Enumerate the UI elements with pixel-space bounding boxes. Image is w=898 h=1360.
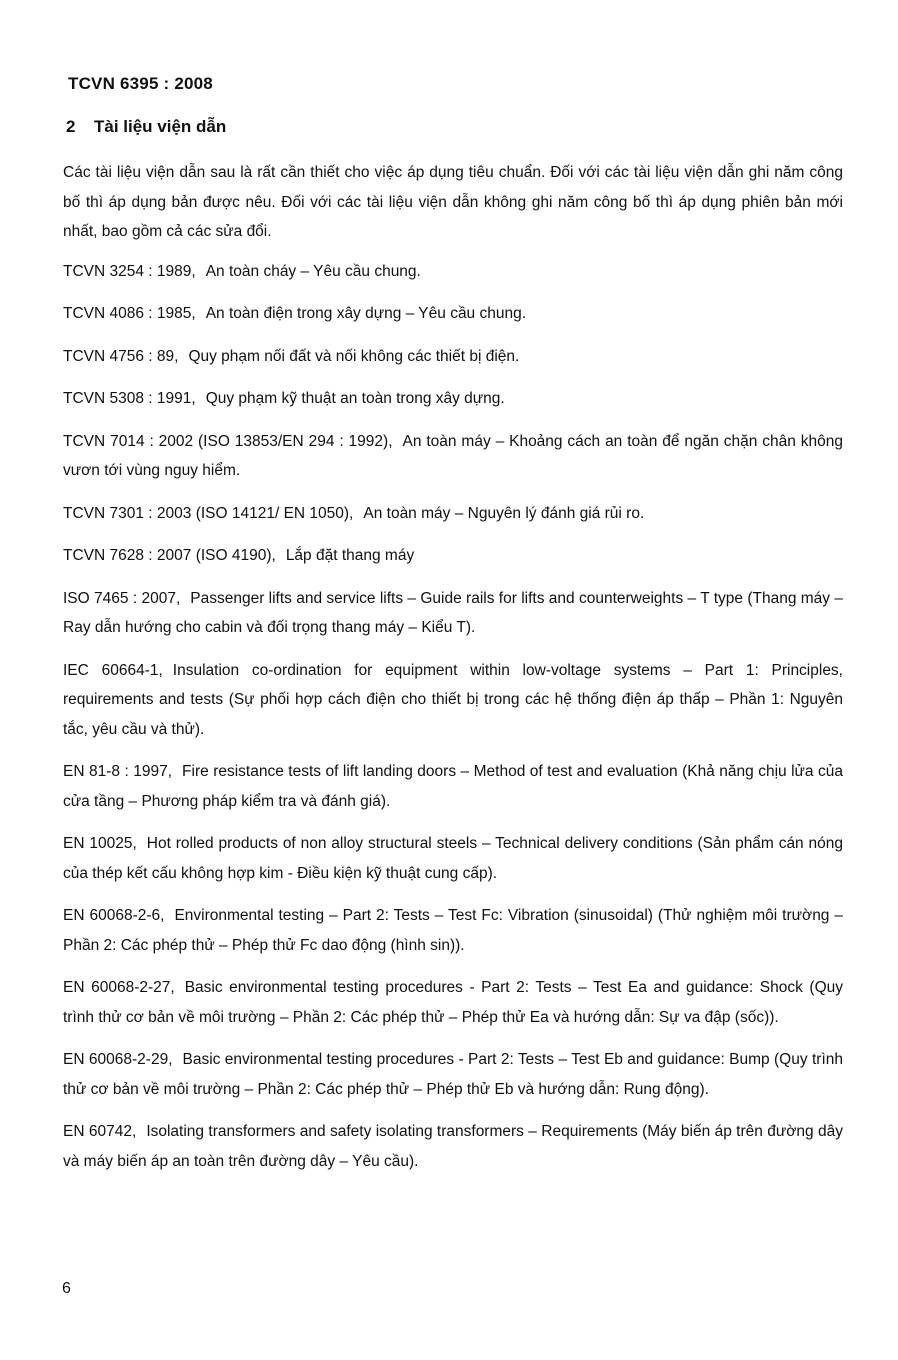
reference-code: TCVN 4086 : 1985, xyxy=(63,305,196,322)
reference-code: TCVN 7301 : 2003 (ISO 14121/ EN 1050), xyxy=(63,504,354,522)
reference-code: EN 60068-2-29, xyxy=(63,1051,173,1068)
reference-code: EN 60068-2-27, xyxy=(63,979,175,996)
standard-id-header: TCVN 6395 : 2008 xyxy=(68,74,213,93)
reference-title: An toàn cháy – Yêu cầu chung. xyxy=(205,262,421,280)
reference-title: Fire resistance tests of lift landing doors – Method of test and evaluation (Khả năng chịu lửa của cửa tầng – Phương pháp kiểm tra và đánh giá). xyxy=(63,763,844,810)
section-title: Tài liệu viện dẫn xyxy=(94,117,227,136)
reference-item xyxy=(63,1045,843,1104)
reference-item xyxy=(63,973,843,1032)
reference-title: Hot rolled products of non alloy structural steels – Technical delivery conditions (Sản phẩm cán nóng của thép kết cấu không hợp kim - Điều kiện kỹ thuật cung cấp). xyxy=(63,835,844,882)
reference-item xyxy=(63,829,843,888)
reference-item xyxy=(63,541,843,571)
reference-code: EN 60742, xyxy=(63,1123,137,1140)
reference-item xyxy=(63,299,843,329)
intro-paragraph: Các tài liệu viện dẫn sau là rất cần thiết cho việc áp dụng tiêu chuẩn. Đối với các tài liệu viện dẫn ghi năm công bố thì áp dụng bản được nêu. Đối với các tài liệu viện dẫn không ghi năm công bố thì áp dụng phiên bản mới nhất, bao gồm cả các sửa đổi. xyxy=(63,164,843,240)
reference-title: An toàn điện trong xây dựng – Yêu cầu chung. xyxy=(205,305,527,322)
reference-code: ISO 7465 : 2007, xyxy=(63,589,181,607)
reference-code: EN 81-8 : 1997, xyxy=(63,763,173,780)
reference-code: TCVN 5308 : 1991, xyxy=(63,390,196,407)
reference-code: TCVN 4756 : 89, xyxy=(63,347,179,365)
reference-item xyxy=(63,584,843,643)
section-number: 2 xyxy=(66,117,76,136)
reference-title: An toàn máy – Khoảng cách an toàn để ngăn chặn chân không vươn tới vùng nguy hiểm. xyxy=(63,432,843,479)
reference-item xyxy=(63,656,843,745)
reference-title: Quy phạm nối đất và nối không các thiết bị điện. xyxy=(188,347,520,365)
reference-title: Quy phạm kỹ thuật an toàn trong xây dựng. xyxy=(205,390,505,407)
reference-title: Insulation co-ordination for equipment within low-voltage systems – Part 1: Principles, requirements and tests (Sự phối hợp cách điện cho thiết bị trong các hệ thống điện áp thấp – Phần 1: Nguyên tắc, yêu cầu và thử). xyxy=(63,661,843,738)
reference-code: IEC 60664-1, xyxy=(63,661,163,679)
reference-code: TCVN 7628 : 2007 (ISO 4190), xyxy=(63,547,276,564)
page-number: 6 xyxy=(62,1280,71,1297)
reference-title: Environmental testing – Part 2: Tests – Test Fc: Vibration (sinusoidal) (Thử nghiệm môi trường – Phần 2: Các phép thử – Phép thử Fc dao động (hình sin)). xyxy=(63,907,843,954)
section-heading xyxy=(66,117,226,137)
reference-item xyxy=(63,757,843,816)
reference-title: Passenger lifts and service lifts – Guide rails for lifts and counterweights – T type (Thang máy – Ray dẫn hướng cho cabin và đối trọng thang máy – Kiểu T). xyxy=(63,589,843,636)
references-body xyxy=(63,158,843,1189)
reference-title: Basic environmental testing procedures - Part 2: Tests – Test Ea and guidance: Shock (Quy trình thử cơ bản về môi trường – Phần 2: Các phép thử – Phép thử Ea và hướng dẫn: Sự va đập (sốc)). xyxy=(63,979,844,1026)
reference-item xyxy=(63,499,843,529)
reference-code: TCVN 7014 : 2002 (ISO 13853/EN 294 : 1992), xyxy=(63,432,393,450)
reference-title: Isolating transformers and safety isolating transformers – Requirements (Máy biến áp trên đường dây và máy biến áp an toàn trên đường dây – Yêu cầu). xyxy=(63,1123,844,1170)
reference-item xyxy=(63,901,843,960)
reference-title: Basic environmental testing procedures - Part 2: Tests – Test Eb and guidance: Bump (Quy trình thử cơ bản về môi trường – Phần 2: Các phép thử – Phép thử Eb và hướng dẫn: Rung động). xyxy=(63,1051,843,1098)
reference-code: EN 60068-2-6, xyxy=(63,907,165,924)
reference-item xyxy=(63,1117,843,1176)
reference-item xyxy=(63,384,843,414)
reference-title: Lắp đặt thang máy xyxy=(285,547,415,564)
reference-code: EN 10025, xyxy=(63,835,137,852)
reference-item xyxy=(63,342,843,372)
reference-item xyxy=(63,427,843,486)
reference-code: TCVN 3254 : 1989, xyxy=(63,262,196,280)
reference-title: An toàn máy – Nguyên lý đánh giá rủi ro. xyxy=(363,504,645,522)
reference-item xyxy=(63,257,843,287)
